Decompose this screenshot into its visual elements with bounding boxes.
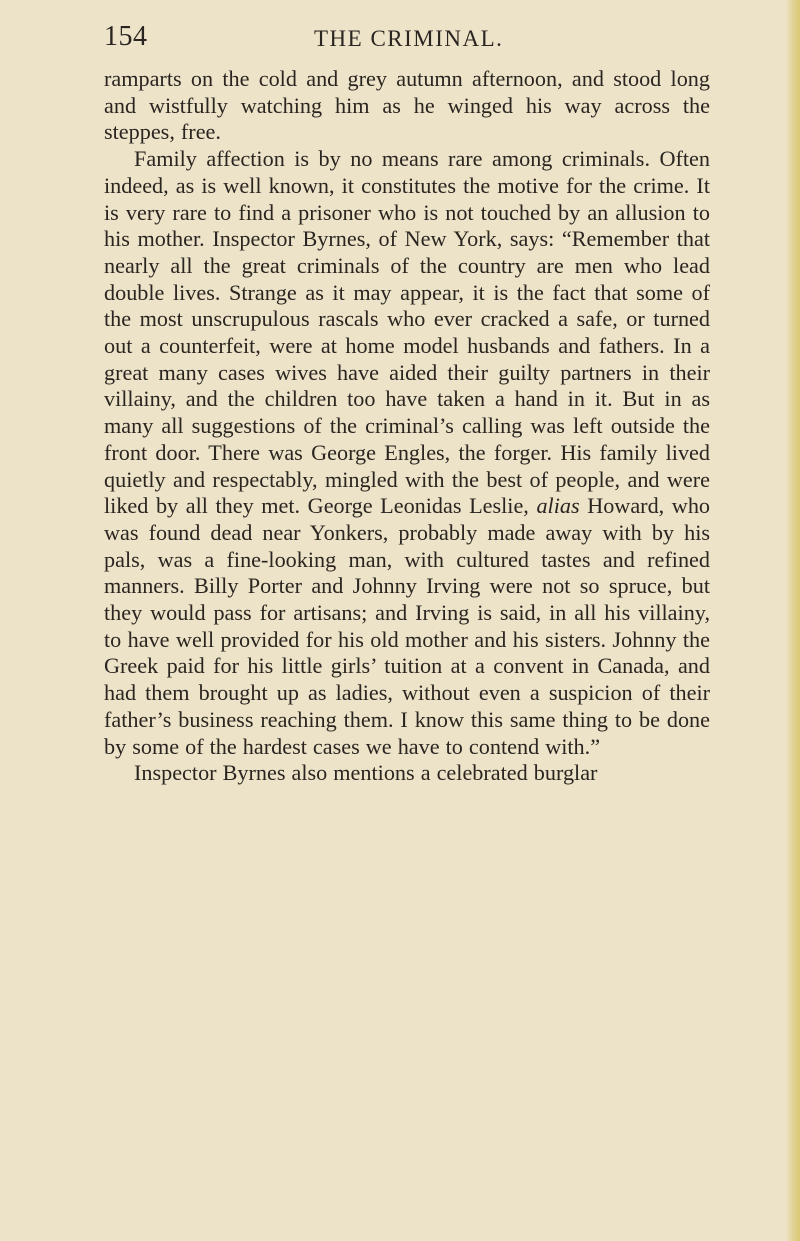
paragraph-2-text-continued: Howard, who was found dead near Yonkers, probably made away with by his pals, was a fine-looking man, with cultured tastes and refined manners. Billy Porter and Johnny Irving were not so spruce, but they would pass for artisans; and Irving is said, in all his villainy, to have well provided for his old mother and his sisters. Johnny the Greek paid for his little girls’ tuition at a convent in Canada, and had them brought up as ladies, without even a suspicion of their father’s business reaching them. I know this same thing to be done by some of the hardest cases we have to contend with.” <box>104 493 711 759</box>
paragraph-3 <box>104 760 710 787</box>
body-text <box>104 66 710 787</box>
paragraph-1 <box>104 66 710 146</box>
page-edge <box>786 0 800 1241</box>
italic-alias: alias <box>536 493 580 519</box>
paragraph-1-text: ramparts on the cold and grey autumn afternoon, and stood long and wistfully watching him as he winged his way across the steppes, free. <box>104 66 710 145</box>
page-number: 154 <box>104 21 148 52</box>
book-page <box>104 20 710 787</box>
paragraph-2-text: Family affection is by no means rare among criminals. Often indeed, as is well known, it constitutes the motive for the crime. It is very rare to find a prisoner who is not touched by an allusion to his mother. Inspector Byrnes, of New York, says: “Remember that nearly all the great criminals of the country are men who lead double lives. Strange as it may appear, it is the fact that some of the most unscrupulous rascals who ever cracked a safe, or turned out a counterfeit, were at home model husbands and fathers. In a great many cases wives have aided their guilty partners in their villainy, and the children too have taken a hand in it. But in as many all suggestions of the criminal’s calling was left outside the front door. There was George Engles, the forger. His family lived quietly and respectably, mingled with the best of people, and were liked by all they met. George Leonidas Leslie, <box>104 146 710 519</box>
running-head <box>104 20 710 60</box>
paragraph-2 <box>104 146 710 760</box>
paragraph-3-text: Inspector Byrnes also mentions a celebrated burglar <box>134 760 598 786</box>
running-title: THE CRIMINAL. <box>314 26 504 51</box>
